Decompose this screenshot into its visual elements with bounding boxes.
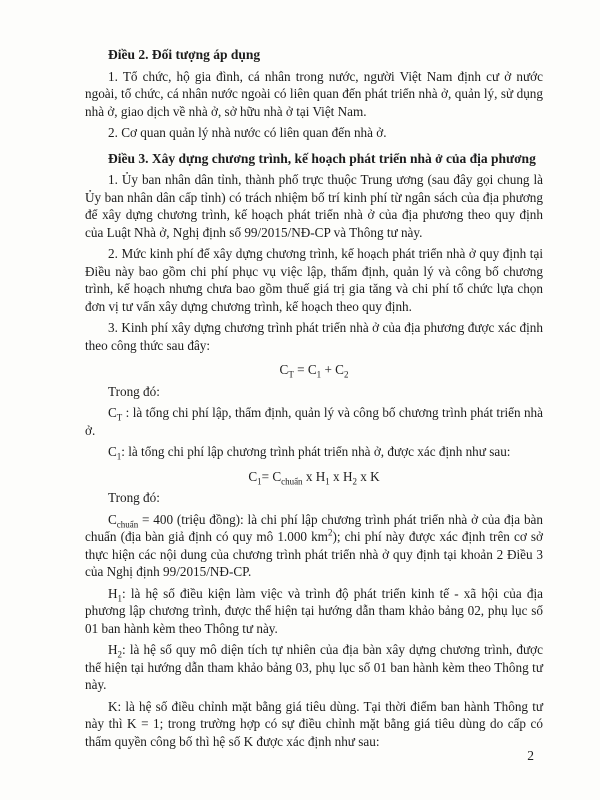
paragraph-c1-definition: $C_1$: là tổng chi phí lập chương trình phát triển nhà ở, được xác định như sau:	[108, 444, 511, 462]
label-trong-do-1: Trong đó:	[108, 383, 160, 399]
paragraph-kinh-phi-1: 1. Ủy ban nhân dân tỉnh, thành phố trực thuộc Trung ương (sau đây gọi chung là Ủy ban nhân dân cấp tỉnh) có trách nhiệm bố trí kinh phí từ ngân sách của địa phương để xây dựng chương trình, kế hoạch phát triển nhà ở của địa phương theo quy định của Luật Nhà ở, Nghị định số 99/2015/NĐ-CP và Thông tư này.	[85, 172, 543, 240]
paragraph-cchuan-definition: $C_{chuẩn} = 400$ (triệu đồng): là chi phí lập chương trình phát triển nhà ở của địa bàn chuẩn (địa bàn giả định có quy mô 1.000 $km^2$); chi phí này được xác định trên cơ sở thực hiện các nội dung của chương trình phát triển nhà ở quy định tại khoản 2 Điều 3 của Nghị định 99/2015/NĐ-CP.	[85, 511, 543, 579]
paragraph-doi-tuong-1: 1. Tổ chức, hộ gia đình, cá nhân trong nước, người Việt Nam định cư ở nước ngoài, tổ chức, cá nhân nước ngoài có liên quan đến phát triển nhà ở, quản lý, sử dụng nhà ở, giao dịch về nhà ở, sở hữu nhà ở tại Việt Nam.	[85, 68, 543, 119]
heading-dieu-3: Điều 3. Xây dựng chương trình, kế hoạch phát triển nhà ở của địa phương	[108, 150, 536, 166]
paragraph-kinh-phi-2: 2. Mức kinh phí để xây dựng chương trình, kế hoạch phát triển nhà ở quy định tại Điều này bao gồm chi phí phục vụ việc lập, thẩm định, quản lý và công bố chương trình, kế hoạch nhưng chưa bao gồm thuế giá trị gia tăng và chi phí tổ chức lựa chọn đơn vị tư vấn xây dựng chương trình, kế hoạch theo quy định.	[85, 246, 543, 314]
paragraph-k-definition: K: là hệ số điều chỉnh mặt bằng giá tiêu dùng. Tại thời điểm ban hành Thông tư này thì K = 1; trong trường hợp có sự điều chỉnh mặt bằng giá tiêu dùng do cấp có thẩm quyền công bố thì hệ số K được xác định như sau:	[85, 698, 543, 749]
paragraph-doi-tuong-2: 2. Cơ quan quản lý nhà nước có liên quan đến nhà ở.	[108, 125, 387, 140]
label-trong-do-2: Trong đó:	[108, 490, 160, 505]
paragraph-ct-definition: $C_T$ : là tổng chi phí lập, thẩm định, quản lý và công bố chương trình phát triển nhà ở.	[85, 405, 543, 438]
paragraph-h1-definition: $H_1$: là hệ số điều kiện làm việc và trình độ phát triển kinh tế - xã hội của địa phương lập chương trình, được thể hiện tại hướng dẫn tham khảo bảng 02, phụ lục số 01 ban hành kèm theo Thông tư này.	[85, 585, 543, 636]
page-number: 2	[527, 747, 534, 763]
formula-total-cost: $C_T = C_1 + C_2$	[279, 362, 349, 380]
paragraph-h2-definition: $H_2$: là hệ số quy mô diện tích tự nhiên của địa bàn xây dựng chương trình, được thể hiện tại hướng dẫn tham khảo bảng 03, phụ lục số 01 ban hành kèm theo Thông tư này.	[85, 642, 543, 692]
formula-c1-cost: $C_1= C_{chuẩn}$ x $H_1$ x $H_2$ x K	[248, 468, 380, 487]
heading-dieu-2: Điều 2. Đối tượng áp dụng	[108, 47, 261, 62]
paragraph-kinh-phi-3: 3. Kinh phí xây dựng chương trình phát triển nhà ở của địa phương được xác định theo công thức sau đây:	[85, 320, 543, 353]
